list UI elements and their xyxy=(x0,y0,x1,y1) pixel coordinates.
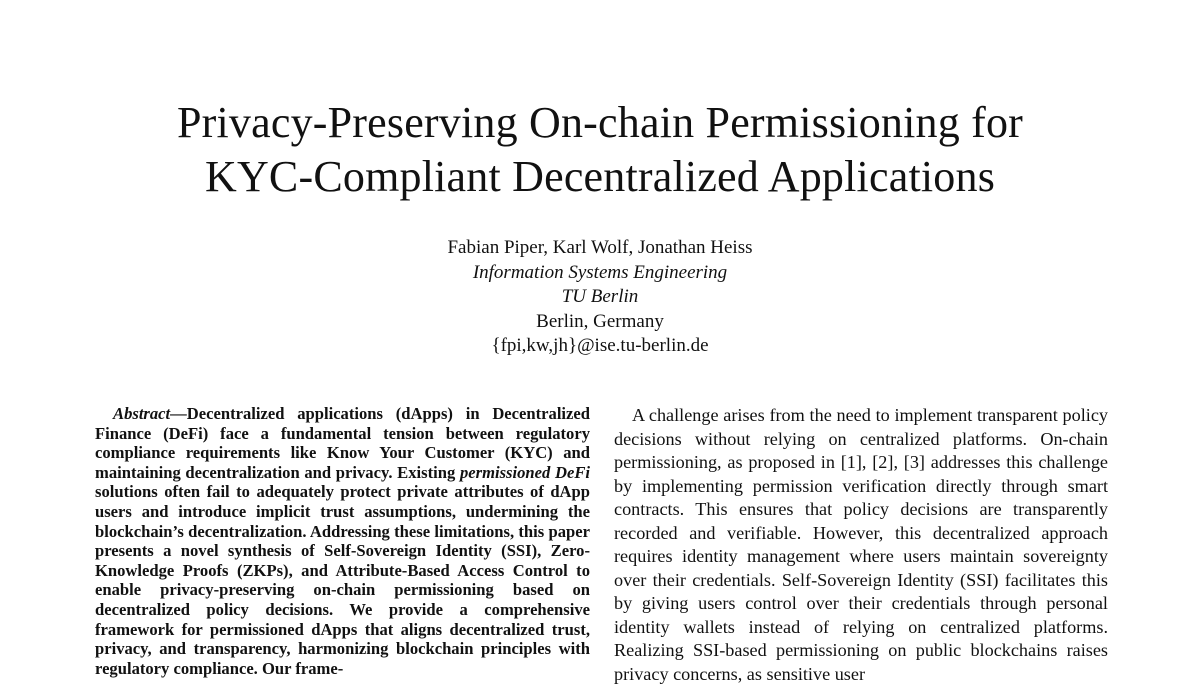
email: {fpi,kw,jh}@ise.tu-berlin.de xyxy=(491,335,709,356)
authors: Fabian Piper, Karl Wolf, Jonathan Heiss xyxy=(447,237,753,258)
department: Information Systems Engineering xyxy=(472,261,728,283)
author-block xyxy=(0,236,1200,359)
body-column xyxy=(614,404,1108,686)
abstract-text-1: Decentralized applications (dApps) in Decentralized Finance (DeFi) face a fundamental tension between regulatory compliance requirements like Know Your Customer (KYC) and maintaining decentralization and privacy. Existing xyxy=(95,404,590,482)
paper-title xyxy=(0,96,1200,204)
abstract-paragraph xyxy=(95,404,590,678)
title-line-1: Privacy-Preserving On-chain Permissioning for xyxy=(176,98,1024,147)
abstract-label: Abstract xyxy=(113,404,171,423)
abstract-emphasis: permissioned DeFi xyxy=(459,462,591,482)
abstract-dash: — xyxy=(170,404,187,423)
title-line-2: KYC-Compliant Decentralized Applications xyxy=(204,152,996,201)
location: Berlin, Germany xyxy=(536,310,664,332)
body-paragraph-1: A challenge arises from the need to implement transparent policy decisions without relying on centralized platforms. On-chain permissioning, as proposed in [1], [2], [3] addresses this challenge by implementing permission verification directly through smart contracts. This ensures that policy decisions are transparently recorded and verifiable. However, this decentralized approach requires identity management where users maintain sovereignty over their credentials. Self-Sovereign Identity (SSI) facilitates this by giving users control over their credentials through personal identity wallets instead of relying on centralized platforms. Realizing SSI-based permissioning on public blockchains raises privacy concerns, as sensitive user xyxy=(614,405,1108,684)
abstract-text-2: solutions often fail to adequately protect private attributes of dApp users and introduce implicit trust assumptions, undermining the blockchain’s decentralization. Addressing these limitations, this paper presents a novel synthesis of Self-Sovereign Identity (SSI), Zero-Knowledge Proofs (ZKPs), and Attribute-Based Access Control to enable privacy-preserving on-chain permissioning based on decentralized policy decisions. We provide a comprehensive framework for permissioned dApps that aligns decentralized trust, privacy, and transparency, harmonizing blockchain principles with regulatory compliance. Our frame- xyxy=(95,482,590,678)
abstract-column xyxy=(95,404,590,678)
university: TU Berlin xyxy=(561,286,639,307)
